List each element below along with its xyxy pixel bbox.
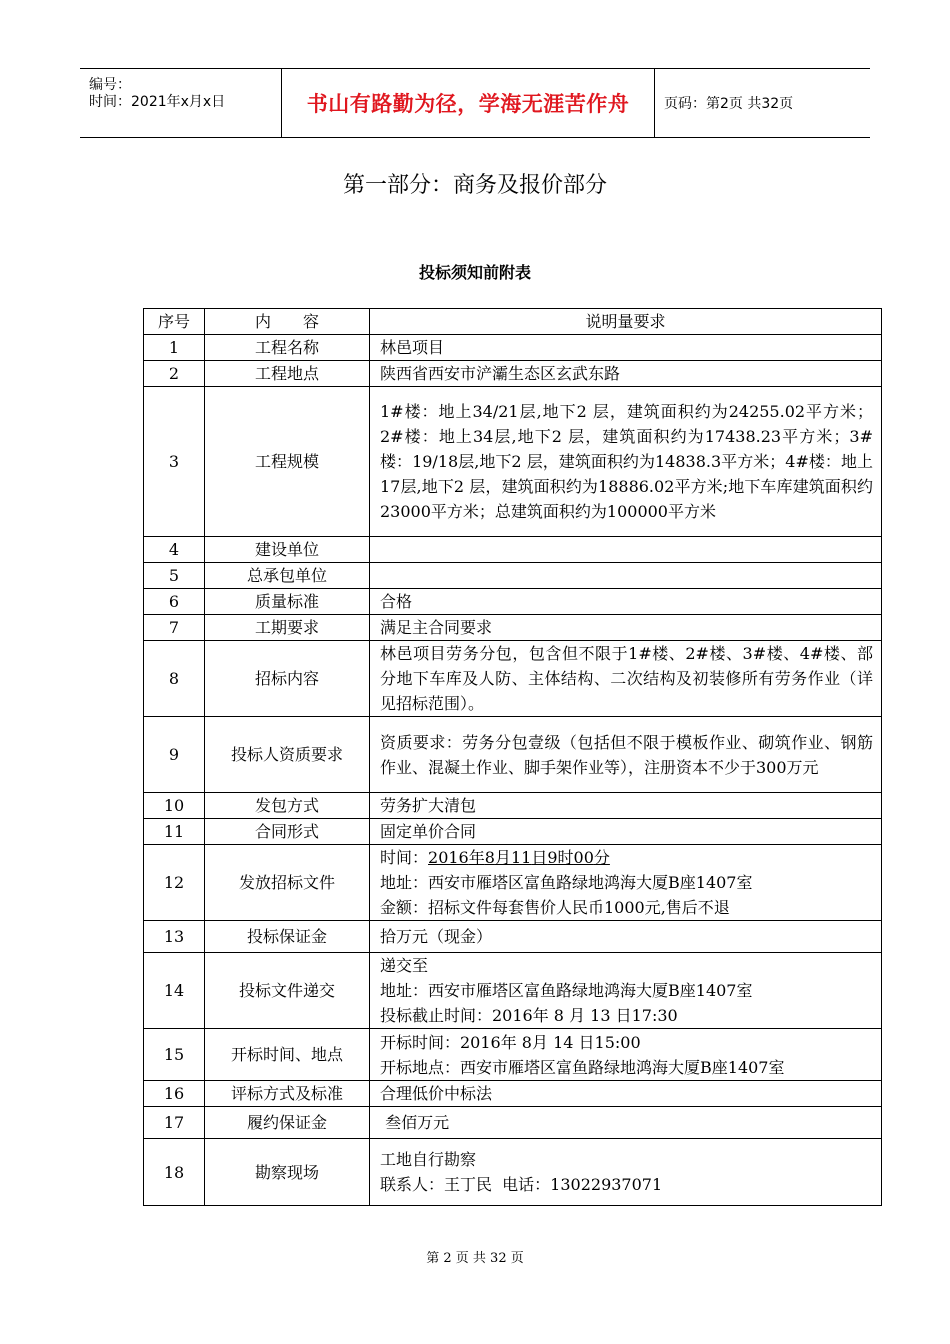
row-number: 8 xyxy=(144,641,205,717)
table-title: 投标须知前附表 xyxy=(418,263,531,282)
row-number: 15 xyxy=(144,1029,205,1081)
time-part: 时 xyxy=(557,848,574,867)
table-row xyxy=(144,1139,882,1206)
row-item: 投标保证金 xyxy=(205,921,370,953)
row-number: 11 xyxy=(144,819,205,845)
row-requirement xyxy=(370,335,882,361)
requirement-line: 1#楼：地上34/21层,地下2 层，建筑面积约为24255.02平方米；2#楼：地上34层,地下2 层，建筑面积约为17438.23平方米；3#楼：19/18层,地下2 层，建筑面积约为14838.3平方米；4#楼：地上17层,地下2 层，建筑面积约为18886.02平方米;地下车库建筑面积约23000平方米；总建筑面积约为100000平方米 xyxy=(380,402,873,521)
row-requirement xyxy=(370,361,882,387)
row-item: 投标人资质要求 xyxy=(205,717,370,793)
time-label: 时间：2021年x月x日 xyxy=(89,94,226,110)
table-row xyxy=(144,717,882,793)
header-requirement: 说明量要求 xyxy=(370,309,882,335)
row-item: 开标时间、地点 xyxy=(205,1029,370,1081)
row-number: 13 xyxy=(144,921,205,953)
row-requirement xyxy=(370,921,882,953)
requirement-line: 林邑项目劳务分包，包含但不限于1#楼、2#楼、3#楼、4#楼、部分地下车库及人防、主体结构、二次结构及初装修所有劳务作业（详见招标范围）。 xyxy=(380,644,873,713)
requirement-line: 资质要求：劳务分包壹级（包括但不限于模板作业、砌筑作业、钢筋作业、混凝土作业、脚手架作业等），注册资本不少于300万元 xyxy=(380,732,873,777)
requirement-line: 叁佰万元 xyxy=(380,1113,450,1132)
table-row xyxy=(144,615,882,641)
row-number: 12 xyxy=(144,845,205,921)
time-part: 分 xyxy=(593,848,610,867)
row-item: 投标文件递交 xyxy=(205,953,370,1029)
table-row xyxy=(144,953,882,1029)
row-item: 合同形式 xyxy=(205,819,370,845)
row-number: 14 xyxy=(144,953,205,1029)
row-requirement xyxy=(370,615,882,641)
row-item: 工程地点 xyxy=(205,361,370,387)
row-item: 工期要求 xyxy=(205,615,370,641)
row-requirement xyxy=(370,563,882,589)
row-item: 发包方式 xyxy=(205,793,370,819)
table-row xyxy=(144,1081,882,1107)
requirement-line: 投标截止时间：2016年 8 月 13 日17:30 xyxy=(380,1006,678,1025)
table-row xyxy=(144,361,882,387)
time-part: 年 xyxy=(468,848,485,867)
row-item: 评标方式及标准 xyxy=(205,1081,370,1107)
row-number: 2 xyxy=(144,361,205,387)
row-requirement xyxy=(370,793,882,819)
table-row xyxy=(144,793,882,819)
table-row xyxy=(144,641,882,717)
row-requirement xyxy=(370,1029,882,1081)
row-item: 质量标准 xyxy=(205,589,370,615)
row-item: 建设单位 xyxy=(205,537,370,563)
page-footer: 第 2 页 共 32 页 xyxy=(426,1251,524,1266)
table-row xyxy=(144,589,882,615)
requirement-line: 合格 xyxy=(380,592,413,611)
row-item: 总承包单位 xyxy=(205,563,370,589)
row-number: 6 xyxy=(144,589,205,615)
row-item: 工程规模 xyxy=(205,387,370,537)
row-number: 5 xyxy=(144,563,205,589)
requirement-line: 满足主合同要求 xyxy=(380,618,493,637)
time-part: 9 xyxy=(547,848,558,867)
time-part: 日 xyxy=(531,848,548,867)
row-number: 3 xyxy=(144,387,205,537)
table-row xyxy=(144,387,882,537)
row-item: 招标内容 xyxy=(205,641,370,717)
requirement-line: 联系人：王丁民 电话：13022937071 xyxy=(380,1175,663,1194)
requirement-line: 工地自行勘察 xyxy=(380,1150,477,1169)
row-requirement xyxy=(370,641,882,717)
time-part: 月 xyxy=(494,848,511,867)
time-part: 2016 xyxy=(428,848,469,867)
bid-info-table xyxy=(143,308,882,1206)
row-number: 10 xyxy=(144,793,205,819)
table-header-row xyxy=(144,309,882,335)
time-part: 00 xyxy=(573,848,594,867)
requirement-line: 劳务扩大清包 xyxy=(380,796,477,815)
row-requirement xyxy=(370,717,882,793)
requirement-line: 合理低价中标法 xyxy=(380,1084,493,1103)
header-meta xyxy=(80,69,282,137)
row-requirement xyxy=(370,1139,882,1206)
time-part: 11 xyxy=(510,848,532,867)
row-number: 1 xyxy=(144,335,205,361)
row-requirement xyxy=(370,589,882,615)
row-requirement xyxy=(370,819,882,845)
requirement-line: 地址：西安市雁塔区富鱼路绿地鸿海大厦B座1407室 xyxy=(380,981,753,1000)
requirement-line: 开标时间：2016年 8月 14 日15:00 xyxy=(380,1032,641,1052)
row-requirement xyxy=(370,1107,882,1139)
row-requirement xyxy=(370,387,882,537)
number-label: 编号： xyxy=(89,77,131,93)
requirement-line: 地址：西安市雁塔区富鱼路绿地鸿海大厦B座1407室 xyxy=(380,873,753,892)
requirement-line: 陕西省西安市浐灞生态区玄武东路 xyxy=(380,364,621,383)
row-requirement xyxy=(370,1081,882,1107)
row-requirement xyxy=(370,845,882,921)
row-item: 工程名称 xyxy=(205,335,370,361)
table-row xyxy=(144,537,882,563)
requirement-line: 递交至 xyxy=(380,956,429,975)
row-number: 16 xyxy=(144,1081,205,1107)
table-row xyxy=(144,563,882,589)
row-item: 发放招标文件 xyxy=(205,845,370,921)
part-title: 第一部分：商务及报价部分 xyxy=(342,173,607,198)
table-row xyxy=(144,819,882,845)
table-row xyxy=(144,1107,882,1139)
table-row xyxy=(144,845,882,921)
row-number: 17 xyxy=(144,1107,205,1139)
time-line xyxy=(380,845,873,870)
header-page-label: 页码：第2页 共32页 xyxy=(664,96,794,112)
header-item: 内 容 xyxy=(205,309,370,335)
requirement-line: 开标地点：西安市雁塔区富鱼路绿地鸿海大厦B座1407室 xyxy=(380,1057,785,1077)
requirement-line: 固定单价合同 xyxy=(380,822,477,841)
table-row xyxy=(144,921,882,953)
row-number: 7 xyxy=(144,615,205,641)
row-number: 4 xyxy=(144,537,205,563)
row-requirement xyxy=(370,953,882,1029)
requirement-line: 拾万元（现金） xyxy=(380,927,493,946)
time-part: 时间： xyxy=(380,848,429,867)
row-item: 勘察现场 xyxy=(205,1139,370,1206)
header-no: 序号 xyxy=(144,309,205,335)
header-motto: 书山有路勤为径，学海无涯苦作舟 xyxy=(282,69,655,137)
table-row xyxy=(144,1029,882,1081)
table-row xyxy=(144,335,882,361)
row-number: 18 xyxy=(144,1139,205,1206)
requirement-line: 金额：招标文件每套售价人民币1000元,售后不退 xyxy=(380,898,730,917)
page-header xyxy=(80,68,870,138)
row-requirement xyxy=(370,537,882,563)
time-part: 8 xyxy=(484,848,495,867)
requirement-line: 林邑项目 xyxy=(380,338,445,357)
row-number: 9 xyxy=(144,717,205,793)
row-item: 履约保证金 xyxy=(205,1107,370,1139)
